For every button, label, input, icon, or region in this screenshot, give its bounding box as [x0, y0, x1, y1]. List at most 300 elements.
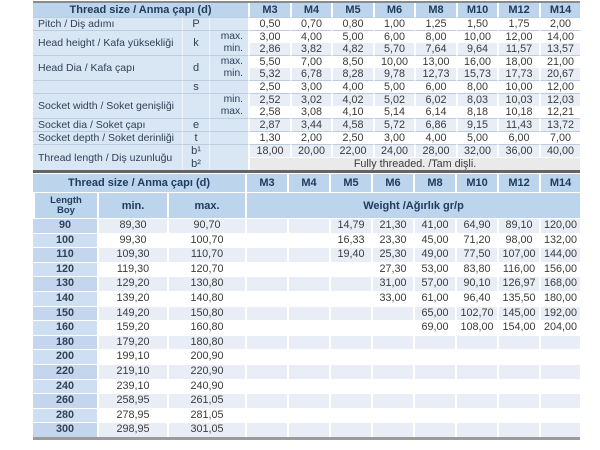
spec-row-sublabel: [209, 17, 248, 30]
weight-value-cell: [287, 233, 329, 248]
weight-value-cell: [287, 364, 329, 379]
weight-value-cell: [455, 408, 497, 423]
weight-value-cell: 45,00: [413, 233, 455, 248]
spec-row: [33, 118, 580, 131]
spec-value-cell: 11,43: [497, 118, 539, 131]
weight-value-cell: 41,00: [413, 218, 455, 233]
max-length-value: 301,05: [167, 422, 245, 437]
spec-row-sublabel: [209, 131, 248, 144]
weight-value-cell: 192,00: [539, 306, 580, 321]
spec-value-cell: 12,03: [539, 93, 580, 106]
weight-value-cell: [371, 335, 413, 350]
weight-columns-header: Weight /Ağırlık gr/p: [245, 192, 580, 218]
max-length-value: 261,05: [167, 393, 245, 408]
spec-value-cell: 6,78: [290, 68, 331, 80]
weight-value-cell: 19,40: [329, 247, 371, 262]
spec-value-cell: 18,00: [497, 55, 539, 68]
weight-value-cell: [539, 422, 580, 437]
spec-value-cell: 2,00: [539, 17, 580, 30]
weight-value-cell: [329, 291, 371, 306]
spec-row: [33, 30, 580, 43]
weight-value-cell: [413, 364, 455, 379]
spec-value-cell: 21,00: [539, 55, 580, 68]
spec-value-cell: 13,57: [539, 43, 580, 55]
length-value: 140: [33, 291, 97, 306]
spec-value-cell: 2,50: [331, 131, 373, 144]
spec-row: [33, 131, 580, 144]
weight-value-cell: [245, 233, 287, 248]
weight-value-cell: 180,00: [539, 291, 580, 306]
length-header-row: [33, 174, 580, 192]
spec-value-cell: 18,00: [248, 144, 290, 157]
weight-value-cell: [245, 335, 287, 350]
spec-row: [33, 144, 580, 157]
weight-value-cell: [245, 262, 287, 277]
spec-value-cell: 8,03: [456, 93, 497, 106]
spec-row-label: Socket dia / Soket çapı: [33, 118, 182, 131]
weight-value-cell: 108,00: [455, 320, 497, 335]
min-length-value: 258,95: [97, 393, 167, 408]
weight-value-cell: 204,00: [539, 320, 580, 335]
spec-value-cell: 4,82: [331, 43, 373, 55]
spec-value-cell: 9,15: [456, 118, 497, 131]
weight-value-cell: 90,10: [455, 276, 497, 291]
min-length-value: 119,30: [97, 262, 167, 277]
length-value: 260: [33, 393, 97, 408]
spec-row-symbol: k: [182, 30, 209, 55]
spec-value-cell: 4,00: [290, 30, 331, 43]
weight-value-cell: [287, 291, 329, 306]
spec-value-cell: 6,02: [414, 93, 456, 106]
weight-value-cell: 31,00: [371, 276, 413, 291]
column-header-m6: M6: [371, 174, 413, 192]
spec-value-cell: 5,70: [373, 43, 414, 55]
length-row: [33, 393, 580, 408]
spec-value-cell: 10,00: [373, 55, 414, 68]
length-row: [33, 364, 580, 379]
weight-value-cell: 65,00: [413, 306, 455, 321]
max-length-value: 281,05: [167, 408, 245, 423]
weight-value-cell: [245, 364, 287, 379]
length-value: 200: [33, 349, 97, 364]
spec-row-symbol: b²: [182, 157, 209, 170]
length-row: [33, 233, 580, 248]
weight-value-cell: [497, 422, 539, 437]
spec-value-cell: 22,00: [331, 144, 373, 157]
weight-value-cell: 53,00: [413, 262, 455, 277]
weight-value-cell: 145,00: [497, 306, 539, 321]
spec-table-body: [33, 17, 580, 170]
spec-value-cell: 8,50: [331, 55, 373, 68]
spec-value-cell: 10,00: [497, 80, 539, 93]
spec-row: [33, 17, 580, 30]
max-column-header: max.: [167, 192, 245, 218]
column-header-m10: M10: [455, 174, 497, 192]
weight-value-cell: [329, 393, 371, 408]
spec-value-cell: 6,00: [373, 30, 414, 43]
length-row: [33, 320, 580, 335]
spec-row: [33, 93, 580, 106]
spec-row-label: Socket depth / Soket derinliği: [33, 131, 182, 144]
spec-value-cell: 14,00: [539, 30, 580, 43]
spec-value-cell: 10,03: [497, 93, 539, 106]
length-row: [33, 379, 580, 394]
weight-value-cell: [245, 247, 287, 262]
max-length-value: 90,70: [167, 218, 245, 233]
weight-value-cell: [455, 349, 497, 364]
weight-value-cell: 21,30: [371, 218, 413, 233]
weight-value-cell: [539, 349, 580, 364]
spec-value-cell: 6,00: [497, 131, 539, 144]
length-value: 160: [33, 320, 97, 335]
column-header-m3: M3: [245, 174, 287, 192]
max-length-value: 180,80: [167, 335, 245, 350]
spec-value-cell: 12,21: [539, 106, 580, 118]
spec-value-cell: 13,72: [539, 118, 580, 131]
spec-row-sublabel: max.: [209, 30, 248, 43]
column-header-m4: M4: [287, 174, 329, 192]
max-length-value: 140,80: [167, 291, 245, 306]
spec-header-title: Thread size / Anma çapı (d): [33, 3, 248, 17]
spec-value-cell: 3,44: [290, 118, 331, 131]
spec-value-cell: 12,73: [414, 68, 456, 80]
spec-value-cell: 3,82: [290, 43, 331, 55]
weight-value-cell: 156,00: [539, 262, 580, 277]
min-length-value: 199,10: [97, 349, 167, 364]
column-header-m12: M12: [497, 3, 539, 17]
weight-value-cell: [413, 379, 455, 394]
weight-value-cell: 89,10: [497, 218, 539, 233]
spec-value-cell: 10,00: [456, 30, 497, 43]
weight-value-cell: [413, 393, 455, 408]
spec-value-cell: 1,75: [497, 17, 539, 30]
weight-value-cell: [413, 422, 455, 437]
weight-value-cell: [287, 349, 329, 364]
spec-value-cell: 11,57: [497, 43, 539, 55]
weight-value-cell: [371, 364, 413, 379]
max-length-value: 130,80: [167, 276, 245, 291]
spec-value-cell: 16,00: [456, 55, 497, 68]
weight-value-cell: [287, 306, 329, 321]
weight-value-cell: 126,97: [497, 276, 539, 291]
spec-value-cell: 40,00: [539, 144, 580, 157]
spec-row-sublabel: min.: [209, 68, 248, 80]
spec-value-cell: 4,00: [414, 131, 456, 144]
length-value: 280: [33, 408, 97, 423]
weight-value-cell: [245, 408, 287, 423]
spec-value-cell: 5,14: [373, 106, 414, 118]
weight-value-cell: [497, 349, 539, 364]
weight-value-cell: [245, 320, 287, 335]
min-length-value: 278,95: [97, 408, 167, 423]
spec-row-symbol: P: [182, 17, 209, 30]
max-length-value: 200,90: [167, 349, 245, 364]
column-header-m8: M8: [413, 174, 455, 192]
weight-value-cell: [539, 408, 580, 423]
spec-value-cell: 0,70: [290, 17, 331, 30]
spec-value-cell: 8,00: [456, 80, 497, 93]
weight-value-cell: [287, 262, 329, 277]
spec-value-cell: 4,58: [331, 118, 373, 131]
length-row: [33, 408, 580, 423]
weight-value-cell: [329, 262, 371, 277]
max-length-value: 110,70: [167, 247, 245, 262]
weight-value-cell: [245, 276, 287, 291]
weight-value-cell: [329, 306, 371, 321]
length-value: 110: [33, 247, 97, 262]
weight-value-cell: [413, 335, 455, 350]
spec-value-cell: 8,00: [414, 30, 456, 43]
weight-value-cell: 96,40: [455, 291, 497, 306]
spec-value-cell: 2,86: [248, 43, 290, 55]
min-length-value: 109,30: [97, 247, 167, 262]
spec-row-label: Pitch / Diş adımı: [33, 17, 182, 30]
weight-value-cell: [287, 320, 329, 335]
weight-value-cell: 120,00: [539, 218, 580, 233]
spec-row-label: Head height / Kafa yüksekliği: [33, 30, 182, 55]
length-value: 240: [33, 379, 97, 394]
fully-threaded-note: Fully threaded. /Tam dişli.: [248, 157, 580, 170]
spec-value-cell: 5,32: [248, 68, 290, 80]
weight-value-cell: [329, 335, 371, 350]
spec-row: [33, 55, 580, 68]
spec-value-cell: 5,00: [373, 80, 414, 93]
spec-value-cell: 32,00: [456, 144, 497, 157]
max-length-value: 240,90: [167, 379, 245, 394]
spec-value-cell: 7,00: [539, 131, 580, 144]
spec-value-cell: 5,00: [331, 30, 373, 43]
weight-value-cell: [287, 422, 329, 437]
length-row: [33, 335, 580, 350]
weight-value-cell: [329, 276, 371, 291]
spec-row-label: Socket width / Soket genişliği: [33, 93, 182, 118]
weight-value-cell: 49,00: [413, 247, 455, 262]
spec-row-sublabel: max.: [209, 106, 248, 118]
weight-value-cell: [455, 422, 497, 437]
min-length-value: 89,30: [97, 218, 167, 233]
spec-value-cell: 4,02: [331, 93, 373, 106]
length-header-title: Thread size / Anma çapı (d): [33, 174, 245, 192]
length-column-header: [33, 192, 97, 218]
max-length-value: 220,90: [167, 364, 245, 379]
spec-row-label: Head Dia / Kafa çapı: [33, 55, 182, 80]
min-length-value: 159,20: [97, 320, 167, 335]
spec-value-cell: 12,00: [497, 30, 539, 43]
weight-value-cell: [455, 364, 497, 379]
spec-value-cell: 2,00: [290, 131, 331, 144]
length-label-en: Length: [50, 194, 82, 206]
spec-value-cell: 5,72: [373, 118, 414, 131]
max-length-value: 160,80: [167, 320, 245, 335]
spec-row-label: [33, 80, 182, 93]
spec-value-cell: 17,73: [497, 68, 539, 80]
length-subheader-row: [33, 192, 580, 218]
column-header-m14: M14: [539, 3, 580, 17]
min-length-value: 149,20: [97, 306, 167, 321]
spec-value-cell: 4,00: [331, 80, 373, 93]
spec-value-cell: 3,02: [290, 93, 331, 106]
length-value: 130: [33, 276, 97, 291]
length-table-body: [33, 218, 580, 437]
spec-value-cell: 6,00: [414, 80, 456, 93]
weight-value-cell: [455, 379, 497, 394]
weight-value-cell: [329, 364, 371, 379]
weight-value-cell: 57,00: [413, 276, 455, 291]
spec-value-cell: 3,00: [290, 80, 331, 93]
weight-value-cell: [245, 291, 287, 306]
weight-value-cell: [497, 393, 539, 408]
spec-row-symbol: t: [182, 131, 209, 144]
spec-value-cell: 0,50: [248, 17, 290, 30]
weight-value-cell: [413, 408, 455, 423]
spec-row-sublabel: min.: [209, 93, 248, 106]
spec-value-cell: 8,28: [331, 68, 373, 80]
weight-value-cell: 102,70: [455, 306, 497, 321]
spec-value-cell: 36,00: [497, 144, 539, 157]
spec-row-sublabel: [209, 144, 248, 157]
length-value: 100: [33, 233, 97, 248]
weight-value-cell: 132,00: [539, 233, 580, 248]
weight-value-cell: 98,00: [497, 233, 539, 248]
weight-value-cell: 27,30: [371, 262, 413, 277]
lengths-weights-table: [33, 174, 580, 440]
weight-value-cell: [371, 422, 413, 437]
length-row: [33, 262, 580, 277]
weight-value-cell: 154,00: [497, 320, 539, 335]
length-value: 90: [33, 218, 97, 233]
weight-value-cell: [371, 306, 413, 321]
spec-value-cell: 3,00: [248, 30, 290, 43]
weight-value-cell: 23,30: [371, 233, 413, 248]
spec-value-cell: 1,30: [248, 131, 290, 144]
spec-header-row: [33, 3, 580, 17]
min-length-value: 219,10: [97, 364, 167, 379]
length-row: [33, 422, 580, 437]
weight-value-cell: [329, 320, 371, 335]
length-label-tr: Boy: [57, 204, 75, 216]
weight-value-cell: 64,90: [455, 218, 497, 233]
column-header-m5: M5: [329, 174, 371, 192]
weight-value-cell: [287, 247, 329, 262]
weight-value-cell: [329, 422, 371, 437]
weight-value-cell: [497, 408, 539, 423]
weight-value-cell: [329, 408, 371, 423]
length-row: [33, 306, 580, 321]
spec-value-cell: 3,00: [373, 131, 414, 144]
weight-value-cell: 144,00: [539, 247, 580, 262]
spec-row-symbol: [182, 93, 209, 118]
spec-value-cell: 7,64: [414, 43, 456, 55]
spec-row-symbol: e: [182, 118, 209, 131]
weight-value-cell: [497, 379, 539, 394]
length-row: [33, 349, 580, 364]
weight-value-cell: [413, 349, 455, 364]
length-row: [33, 291, 580, 306]
weight-value-cell: [287, 276, 329, 291]
spec-row-sublabel: min.: [209, 43, 248, 55]
column-header-m3: M3: [248, 3, 290, 17]
max-length-value: 100,70: [167, 233, 245, 248]
weight-value-cell: 135,50: [497, 291, 539, 306]
weight-value-cell: [287, 335, 329, 350]
column-header-m12: M12: [497, 174, 539, 192]
weight-value-cell: [371, 393, 413, 408]
spec-value-cell: 5,50: [248, 55, 290, 68]
spec-value-cell: 2,87: [248, 118, 290, 131]
spec-value-cell: 4,10: [331, 106, 373, 118]
spec-row-sublabel: [209, 118, 248, 131]
column-header-m6: M6: [373, 3, 414, 17]
max-length-value: 150,80: [167, 306, 245, 321]
specifications-table: [33, 1, 580, 173]
spec-value-cell: 2,52: [248, 93, 290, 106]
weight-value-cell: [539, 393, 580, 408]
weight-value-cell: [245, 379, 287, 394]
column-header-m5: M5: [331, 3, 373, 17]
min-length-value: 99,30: [97, 233, 167, 248]
weight-value-cell: [371, 408, 413, 423]
weight-value-cell: [287, 408, 329, 423]
weight-value-cell: [497, 364, 539, 379]
spec-row: [33, 80, 580, 93]
length-value: 300: [33, 422, 97, 437]
weight-value-cell: 77,50: [455, 247, 497, 262]
spec-value-cell: 1,25: [414, 17, 456, 30]
weight-value-cell: [245, 306, 287, 321]
spec-value-cell: 15,73: [456, 68, 497, 80]
spec-value-cell: 24,00: [373, 144, 414, 157]
column-header-m8: M8: [414, 3, 456, 17]
min-length-value: 239,10: [97, 379, 167, 394]
min-length-value: 298,95: [97, 422, 167, 437]
spec-row-symbol: d: [182, 55, 209, 80]
max-length-value: 120,70: [167, 262, 245, 277]
spec-value-cell: 6,14: [414, 106, 456, 118]
weight-value-cell: 69,00: [413, 320, 455, 335]
spec-value-cell: 13,00: [414, 55, 456, 68]
weight-value-cell: [371, 320, 413, 335]
spec-row-sublabel: [209, 80, 248, 93]
spec-value-cell: 12,00: [539, 80, 580, 93]
weight-value-cell: 83,80: [455, 262, 497, 277]
weight-value-cell: [287, 218, 329, 233]
spec-value-cell: 20,67: [539, 68, 580, 80]
weight-value-cell: 16,33: [329, 233, 371, 248]
weight-value-cell: [455, 335, 497, 350]
weight-value-cell: [539, 379, 580, 394]
weight-value-cell: [455, 393, 497, 408]
spec-value-cell: 9,64: [456, 43, 497, 55]
spec-value-cell: 28,00: [414, 144, 456, 157]
length-value: 120: [33, 262, 97, 277]
weight-value-cell: 71,20: [455, 233, 497, 248]
weight-value-cell: [539, 364, 580, 379]
spec-value-cell: 2,50: [248, 80, 290, 93]
weight-value-cell: 14,79: [329, 218, 371, 233]
min-length-value: 179,20: [97, 335, 167, 350]
weight-value-cell: [245, 393, 287, 408]
weight-value-cell: [245, 349, 287, 364]
weight-value-cell: [329, 349, 371, 364]
column-header-m4: M4: [290, 3, 331, 17]
spec-row-symbol: s: [182, 80, 209, 93]
length-row: [33, 247, 580, 262]
spec-value-cell: 3,08: [290, 106, 331, 118]
weight-value-cell: [287, 393, 329, 408]
length-row: [33, 218, 580, 233]
weight-value-cell: 61,00: [413, 291, 455, 306]
spec-value-cell: 20,00: [290, 144, 331, 157]
